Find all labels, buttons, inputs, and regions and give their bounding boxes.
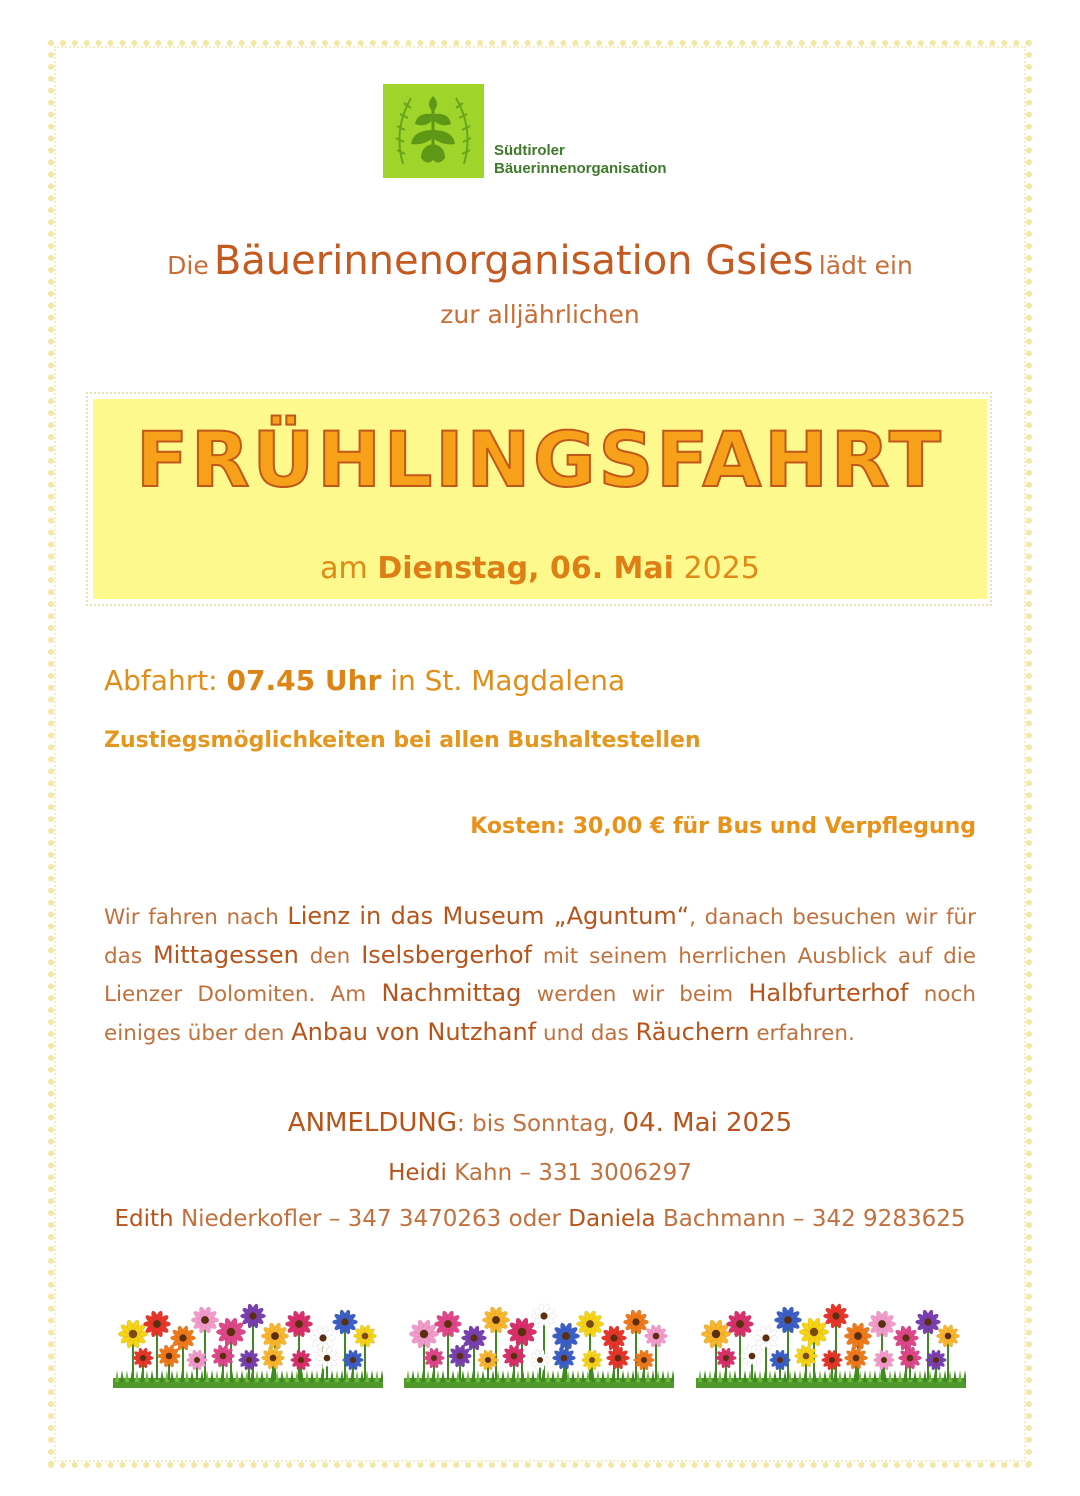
desc-highlight: Lienz in das Museum „Aguntum“ — [287, 902, 690, 930]
event-date — [93, 551, 987, 586]
departure-time: 07.45 Uhr — [226, 664, 382, 697]
date-day: Dienstag, 06. Mai — [377, 551, 674, 586]
date-year: 2025 — [683, 551, 760, 586]
registration-until: : bis Sonntag, — [457, 1111, 616, 1137]
boarding-info: Zustiegsmöglichkeiten bei allen Bushaltestellen — [104, 728, 701, 753]
departure-label: Abfahrt: — [104, 664, 218, 697]
contact-details: Niederkofler – 347 3470263 oder — [180, 1206, 561, 1232]
desc-highlight: Anbau von Nutzhanf — [291, 1017, 537, 1046]
desc-text: werden wir beim — [536, 982, 734, 1007]
contact-edith-daniela — [0, 1206, 1080, 1232]
trip-description — [104, 898, 976, 1052]
desc-text: erfahren. — [756, 1020, 855, 1046]
desc-text: und das — [542, 1020, 629, 1046]
flower-border-image — [696, 1294, 966, 1392]
invite-pre: Die — [167, 251, 209, 280]
registration-line — [0, 1108, 1080, 1138]
registration-label: ANMELDUNG — [287, 1108, 458, 1138]
flower-border-image — [113, 1294, 383, 1392]
desc-text: noch einiges über den — [104, 982, 977, 1046]
desc-text: den — [309, 943, 351, 969]
contact-details: Kahn – 331 3006297 — [454, 1160, 692, 1186]
contact-first-name: Daniela — [568, 1206, 656, 1232]
invite-subline: zur alljährlichen — [440, 300, 640, 329]
flower-border-image — [404, 1294, 674, 1392]
desc-highlight: Iselsbergerhof — [361, 940, 532, 969]
date-prefix: am — [320, 551, 368, 586]
invite-post: lädt ein — [818, 251, 913, 280]
departure-line — [104, 664, 625, 697]
desc-text: Wir fahren nach — [104, 905, 279, 930]
cost-label: Kosten: — [470, 814, 566, 839]
desc-text: mit seinem herrlichen Ausblick auf die Lienzer Dolomiten. Am — [104, 943, 977, 1007]
ornamental-plant-logo-icon — [383, 84, 484, 178]
logo-line-1: Südtiroler — [494, 142, 565, 159]
invitation-heading — [0, 238, 1080, 284]
desc-highlight: Halbfurterhof — [748, 979, 909, 1007]
logo-line-2: Bäuerinnenorganisation — [494, 160, 667, 177]
desc-highlight: Mittagessen — [152, 940, 299, 969]
contact-first-name: Edith — [114, 1206, 174, 1232]
departure-place: in St. Magdalena — [390, 664, 626, 697]
logo-wordmark — [494, 142, 667, 178]
registration-date: 04. Mai 2025 — [622, 1108, 793, 1138]
contact-heidi — [0, 1160, 1080, 1186]
contact-details: Bachmann – 342 9283625 — [662, 1206, 966, 1232]
cost-line — [470, 814, 976, 839]
cost-description: für Bus und Verpflegung — [672, 814, 976, 839]
organization-name: Bäuerinnenorganisation Gsies — [213, 238, 814, 284]
desc-text: , danach besuchen wir für das — [104, 905, 976, 969]
event-title: FRÜHLINGSFAHRT — [136, 415, 944, 504]
event-banner — [93, 399, 987, 599]
contact-first-name: Heidi — [388, 1160, 447, 1186]
cost-amount: 30,00 € — [572, 814, 666, 839]
desc-highlight: Nachmittag — [381, 979, 522, 1007]
desc-highlight: Räuchern — [635, 1017, 750, 1046]
